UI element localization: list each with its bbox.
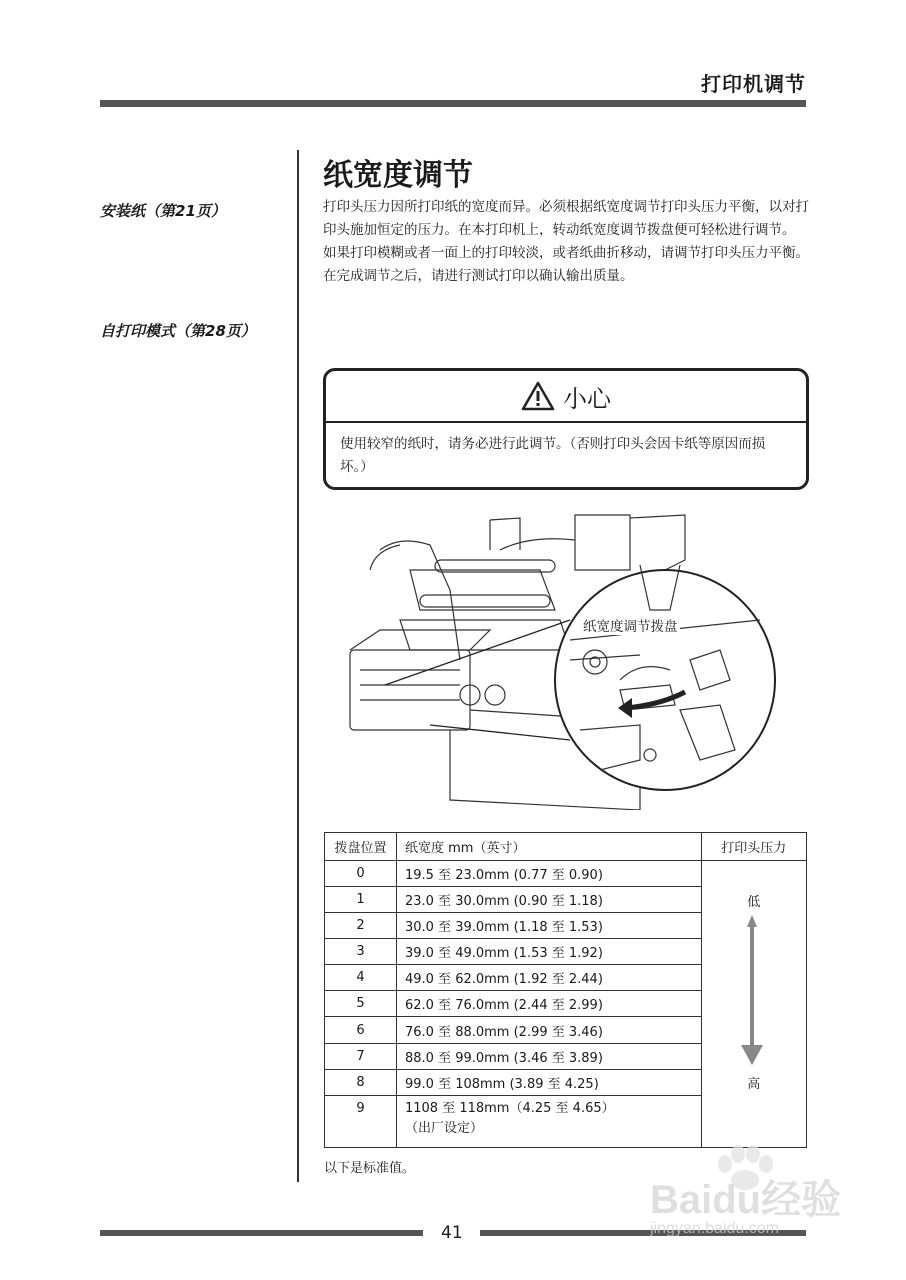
cell-position: 8 xyxy=(325,1069,397,1095)
cell-position: 2 xyxy=(325,913,397,939)
paper-width-table xyxy=(324,832,807,1148)
warning-triangle-icon xyxy=(521,381,555,411)
section-title: 纸宽度调节 xyxy=(323,158,473,193)
cell-width: 49.0 至 62.0mm (1.92 至 2.44) xyxy=(396,965,701,991)
caution-box xyxy=(323,368,809,490)
footer-rule-left xyxy=(100,1230,423,1236)
cell-width: 39.0 至 49.0mm (1.53 至 1.92) xyxy=(396,939,701,965)
cell-pressure xyxy=(701,861,806,1148)
sidebar-ref-self-print[interactable]: 自打印模式（第28页） xyxy=(100,322,256,340)
col-header-pressure: 打印头压力 xyxy=(701,833,806,861)
paragraph: 打印头压力因所打印纸的宽度而异。必须根据纸宽度调节打印头压力平衡，以对打印头施加恒定的压力。在本打印机上，转动纸宽度调节拨盘便可轻松进行调节。 xyxy=(323,199,809,238)
table-row xyxy=(325,861,807,887)
cell-width: 88.0 至 99.0mm (3.46 至 3.89) xyxy=(396,1043,701,1069)
pressure-arrow-icon xyxy=(739,915,765,1065)
cell-position: 7 xyxy=(325,1043,397,1069)
paragraph: 如果打印模糊或者一面上的打印较淡，或者纸曲折移动，请调节打印头压力平衡。 xyxy=(323,245,809,261)
dial-callout-label: 纸宽度调节拨盘 xyxy=(581,615,680,635)
col-header-width: 纸宽度 mm（英寸） xyxy=(396,833,701,861)
cell-width xyxy=(396,1095,701,1147)
page-header-title: 打印机调节 xyxy=(701,72,806,96)
body-text xyxy=(323,196,809,288)
watermark-url: jingyan.baidu.com xyxy=(650,1220,779,1237)
watermark xyxy=(640,1148,870,1248)
cell-position: 4 xyxy=(325,965,397,991)
cell-position: 0 xyxy=(325,861,397,887)
cell-width-note: （出厂设定） xyxy=(404,1120,483,1136)
cell-position: 5 xyxy=(325,991,397,1017)
cell-position: 1 xyxy=(325,887,397,913)
page-number: 41 xyxy=(441,1223,463,1243)
cell-width: 19.5 至 23.0mm (0.77 至 0.90) xyxy=(396,861,701,887)
watermark-brand: Baidu经验 xyxy=(650,1178,842,1222)
header-rule xyxy=(100,100,806,107)
pressure-low-label: 低 xyxy=(747,895,761,910)
cell-position: 3 xyxy=(325,939,397,965)
cell-width: 76.0 至 88.0mm (2.99 至 3.46) xyxy=(396,1017,701,1043)
cell-width: 99.0 至 108mm (3.89 至 4.25) xyxy=(396,1069,701,1095)
table-header-row xyxy=(325,833,807,861)
sidebar-divider xyxy=(297,150,299,1182)
table-footnote: 以下是标准值。 xyxy=(324,1161,416,1176)
paragraph: 在完成调节之后，请进行测试打印以确认输出质量。 xyxy=(323,268,634,284)
cell-width: 30.0 至 39.0mm (1.18 至 1.53) xyxy=(396,913,701,939)
pressure-high-label: 高 xyxy=(747,1077,761,1092)
caution-header xyxy=(326,371,806,423)
caution-title: 小心 xyxy=(563,384,611,413)
caution-text: 使用较窄的纸时，请务必进行此调节。（否则打印头会因卡纸等原因而损坏。） xyxy=(340,436,766,475)
sidebar-ref-install-paper[interactable]: 安装纸（第21页） xyxy=(100,202,226,220)
col-header-position: 拨盘位置 xyxy=(325,833,397,861)
cell-width-line: 1108 至 118mm（4.25 至 4.65） xyxy=(404,1100,615,1116)
cell-width: 23.0 至 30.0mm (0.90 至 1.18) xyxy=(396,887,701,913)
cell-position: 6 xyxy=(325,1017,397,1043)
cell-width: 62.0 至 76.0mm (2.44 至 2.99) xyxy=(396,991,701,1017)
printer-illustration xyxy=(340,510,810,810)
cell-position: 9 xyxy=(325,1095,397,1147)
